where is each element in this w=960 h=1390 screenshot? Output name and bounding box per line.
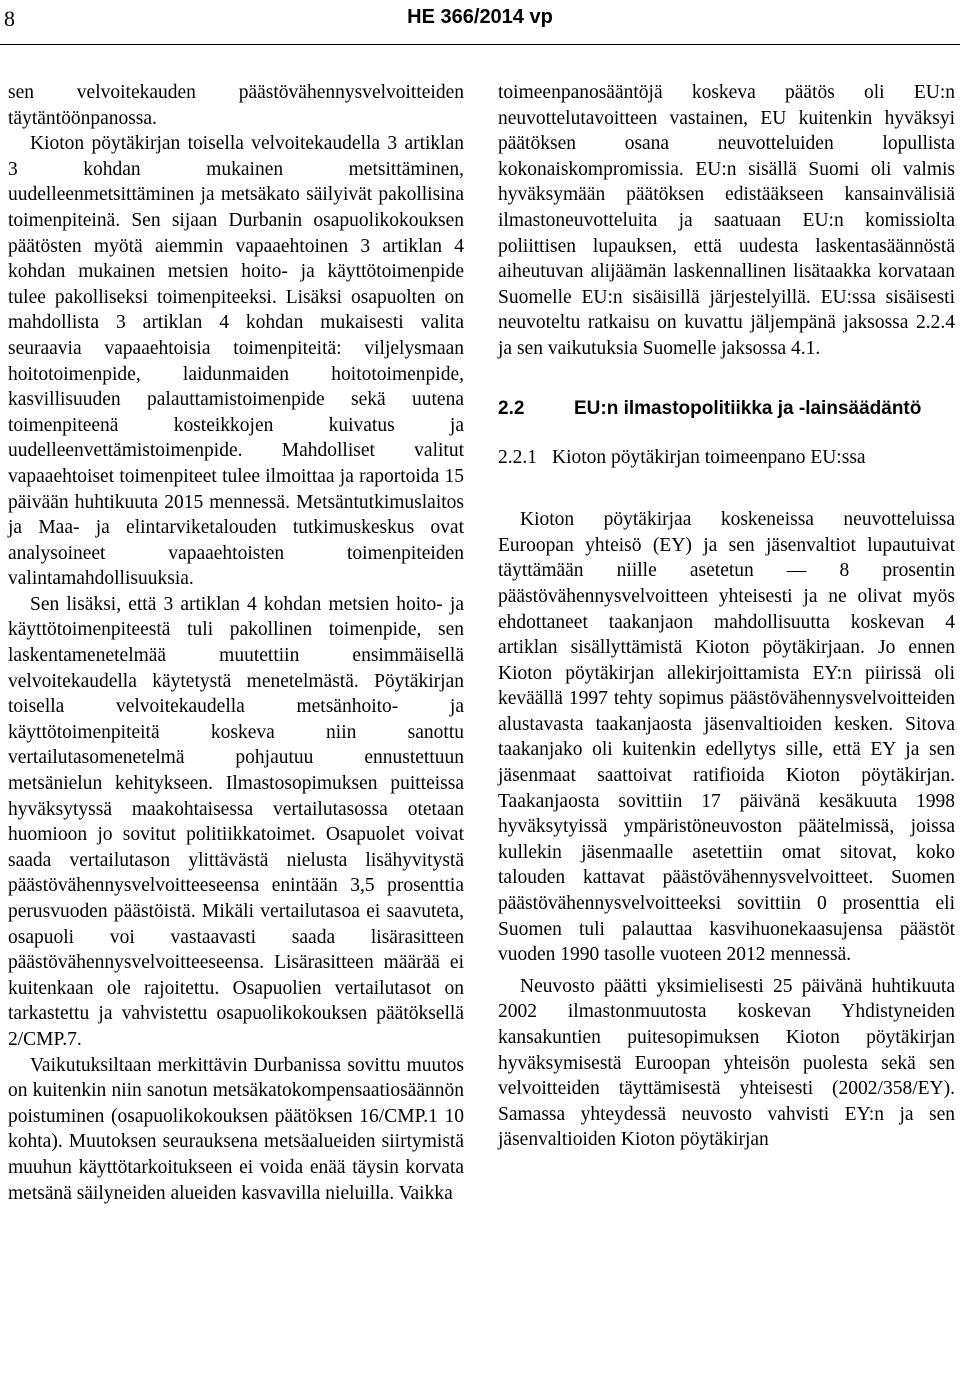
- section-title: EU:n ilmastopolitiikka ja -lainsäädäntö: [574, 397, 922, 419]
- page-header: [0, 6, 960, 42]
- left-column: [8, 80, 464, 1206]
- page-number: 8: [4, 6, 15, 31]
- paragraph: Sen lisäksi, että 3 artiklan 4 kohdan metsien hoito- ja käyttötoimenpiteestä tuli pakollinen toimenpide, sen laskentamenetelmää muutettiin ensimmäisellä velvoitekaudella käytetystä menetelmästä. Pöytäkirjan toisella velvoitekaudella metsänhoito- ja käyttötoimenpiteitä koskeva niin sanottu vertailutasomenetelmä pohjautuu ennustettuun metsänielun kehitykseen. Ilmastosopimuksen puitteissa hyväksytyssä maakohtaisessa vertailutasossa otetaan huomioon jo sovitut politiikkatoimet. Osapuolet voivat saada vertailutason ylittävästä nielusta lisähyvitystä päästövähennysvelvoitteeseensa enintään 3,5 prosenttia perusvuoden päästöistä. Mikäli vertailutasoa ei saavuteta, osapuoli voi vastaavasti saada lisärasitteen päästövähennysvelvoitteeseensa. Lisärasitteen määrää ei kuitenkaan ole rajoitettu. Osapuolien vertailutasot on tarkastettu ja vahvistettu osapuolikokouksen päätöksellä 2/CMP.7.: [8, 593, 464, 1050]
- paragraph: Kioton pöytäkirjaa koskeneissa neuvotteluissa Euroopan yhteisö (EY) ja sen jäsenvaltiot lupautuivat täyttämään niille asetetun — 8 prosentin päästövähennysvelvoitteen yhteisesti ja ne olivat myös ehdottaneet taakanjaon mahdollisuutta koskevan 4 artiklan sisällyttämistä Kioton pöytäkirjaan. Jo ennen Kioton pöytäkirjan allekirjoittamista EY:n piirissä oli keväällä 1997 tehty sopimus päästövähennysvelvoitteiden alustavasta taakanjaosta jäsenvaltioiden kesken. Sitova taakanjako oli kuitenkin edellytys sille, että EY ja sen jäsenmaat saattoivat ratifioida Kioton pöytäkirjan. Taakanjaosta sovittiin 17 päivänä kesäkuuta 1998 hyväksytyissä ympäristöneuvoston päätelmissä, joissa kullekin jäsenmaalle asetettiin omat sitovat, koko talouden kattavat päästövähennysvelvoitteet. Suomen päästövähennysvelvoitteeksi sovittiin 0 prosenttia eli Suomen tuli palauttaa kasvihuonekaasujensa päästöt vuoden 1990 tasolle vuoteen 2012 mennessä.: [498, 509, 955, 966]
- paragraph: Kioton pöytäkirjan toisella velvoitekaudella 3 artiklan 3 kohdan mukainen metsittäminen, uudelleenmetsittäminen ja metsäkato säilyivät pakollisina toimenpiteinä. Sen sijaan Durbanin osapuolikokouksen päätösten myötä aiemmin vapaaehtoinen 3 artiklan 4 kohdan mukainen metsien hoito- ja käyttötoimenpide tulee pakolliseksi toimenpiteeksi. Lisäksi osapuolten on mahdollista 3 artiklan 4 kohdan mukaisesti valita seuraavia vapaaehtoisia toimenpiteitä: viljelysmaan hoitotoimenpide, laidunmaiden hoitotoimenpide, kasvillisuuden palauttamistoimenpide sekä uutena toimenpiteenä kosteikkojen kuivatus ja uudelleenvettämistoimenpide. Mahdolliset valitut vapaaehtoiset toimenpiteet tulee ilmoittaa ja raportoida 15 päivään huhtikuuta 2015 mennessä. Metsäntutkimuslaitos ja Maa- ja elintarviketalouden tutkimuskeskus ovat analysoineet vapaaehtoisten toimenpiteiden valintamahdollisuuksia.: [8, 133, 464, 590]
- paragraph: Vaikutuksiltaan merkittävin Durbanissa sovittu muutos on kuitenkin niin sanotun metsäkatokompensaatiosäännön poistuminen (osapuolikokouksen päätöksen 16/CMP.1 10 kohta). Muutoksen seurauksena metsäalueiden siirtymistä muuhun käyttötarkoitukseen ei voida enää täysin korvata metsänä säilyneiden alueiden kasvavilla nieluilla. Vaikka: [8, 1054, 464, 1204]
- paragraph: Neuvosto päätti yksimielisesti 25 päivänä huhtikuuta 2002 ilmastonmuutosta koskevan Yhdistyneiden kansakuntien puitesopimuksen Kioton pöytäkirjan hyväksymisestä Euroopan yhteisön puolesta sekä sen velvoitteiden täyttämisestä yhteisesti (2002/358/EY). Samassa yhteydessä neuvosto vahvisti EY:n ja sen jäsenvaltioiden Kioton pöytäkirjan: [498, 975, 955, 1151]
- header-divider: [0, 44, 960, 45]
- paragraph: toimeenpanosääntöjä koskeva päätös oli EU:n neuvottelutavoitteen vastainen, EU kuitenkin hyväksyi päätöksen osana neuvotteluiden lopullista kokonaiskompromissia. EU:n sisällä Suomi oli valmis hyväksymään päätöksen edistääkseen kansainvälisiä ilmastoneuvotteluita ja saatuaan EU:n komissiolta poliittisen lupauksen, että uudesta laskentasäännöstä aiheutuvan alijäämän laskennallinen lisätaakka korvataan Suomelle EU:n sisäisillä järjestelyillä. EU:ssa sisäisesti neuvoteltu ratkaisu on kuvattu jäljempänä jaksossa 2.2.4 ja sen vaikutuksia Suomelle jaksossa 4.1.: [498, 82, 955, 359]
- subsection-number: 2.2.1: [498, 446, 537, 468]
- section-number: 2.2: [498, 397, 525, 419]
- section-heading: [498, 396, 955, 421]
- subsection-title: Kioton pöytäkirjan toimeenpano EU:ssa: [552, 446, 866, 468]
- right-column: [498, 80, 955, 1153]
- document-id: HE 366/2014 vp: [407, 6, 553, 28]
- paragraph: sen velvoitekauden päästövähennysvelvoitteiden täytäntöönpanossa.: [8, 82, 464, 129]
- subsection-heading: [498, 445, 955, 471]
